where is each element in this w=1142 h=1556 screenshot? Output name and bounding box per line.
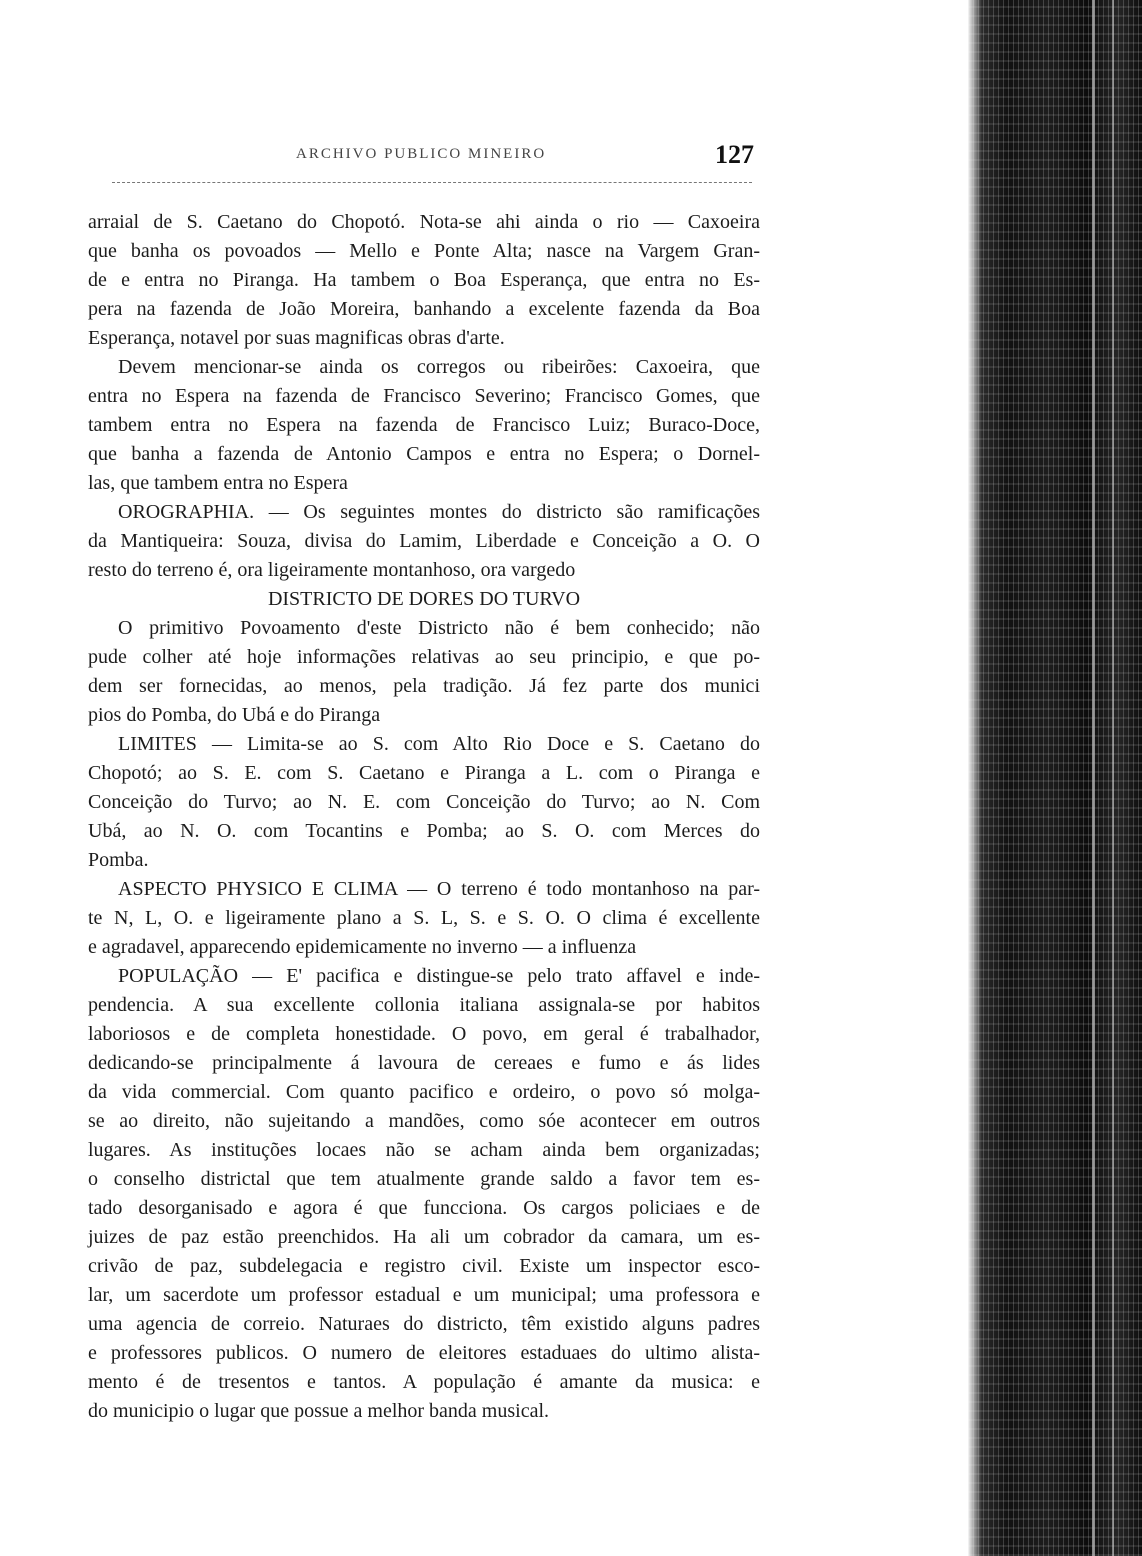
- page-number: 127: [715, 140, 754, 169]
- text-line: te N, L, O. e ligeiramente plano a S. L, S. e S. O. O clima é excellente: [88, 907, 760, 929]
- text-line: o conselho districtal que tem atualmente grande saldo a favor tem es-: [88, 1168, 760, 1190]
- section-heading-aspecto: ASPECTO PHYSICO E CLIMA — O terreno é todo montanhoso na par-: [118, 878, 760, 900]
- text-line: Conceição do Turvo; ao N. E. com Conceição do Turvo; ao N. Com: [88, 791, 760, 813]
- text-line: pera na fazenda de João Moreira, banhando a excelente fazenda da Boa: [88, 298, 760, 320]
- spine-highlight: [1092, 0, 1095, 1556]
- section-heading-populacao: POPULAÇÃO — E' pacifica e distingue-se pelo trato affavel e inde-: [118, 965, 760, 987]
- running-head: ARCHIVO PUBLICO MINEIRO: [296, 146, 547, 162]
- text-line: da vida commercial. Com quanto pacifico e ordeiro, o povo só molga-: [88, 1081, 760, 1103]
- body-text: [88, 208, 760, 1426]
- text-line: da Mantiqueira: Souza, divisa do Lamim, Liberdade e Conceição a O. O: [88, 530, 760, 552]
- text-line: dem ser fornecidas, ao menos, pela tradição. Já fez parte dos munici: [88, 675, 760, 697]
- text-line: uma agencia de correio. Naturaes do districto, têm existido alguns padres: [88, 1313, 760, 1335]
- text-line: que banha os povoados — Mello e Ponte Alta; nasce na Vargem Gran-: [88, 240, 760, 262]
- text-line: resto do terreno é, ora ligeiramente montanhoso, ora vargedo: [88, 559, 576, 581]
- text-line: de e entra no Piranga. Ha tambem o Boa Esperança, que entra no Es-: [88, 269, 760, 291]
- district-title: DISTRICTO DE DORES DO TURVO: [267, 588, 581, 610]
- text-line: que banha a fazenda de Antonio Campos e entra no Espera; o Dornel-: [88, 443, 760, 465]
- text-line: Esperança, notavel por suas magnificas obras d'arte.: [88, 327, 505, 349]
- text-line: do municipio o lugar que possue a melhor banda musical.: [88, 1400, 550, 1422]
- text-line: tambem entra no Espera na fazenda de Francisco Luiz; Buraco-Doce,: [88, 414, 760, 436]
- text-line: mento é de tresentos e tantos. A população é amante da musica: e: [88, 1371, 760, 1393]
- spine-highlight: [1112, 0, 1114, 1556]
- text-line: lar, um sacerdote um professor estadual e um municipal; uma professora e: [88, 1284, 760, 1306]
- text-line: O primitivo Povoamento d'este Districto não é bem conhecido; não: [118, 617, 760, 639]
- book-spine-edge: [968, 0, 1142, 1556]
- text-line: Devem mencionar-se ainda os corregos ou ribeirões: Caxoeira, que: [118, 356, 760, 378]
- text-line: Ubá, ao N. O. com Tocantins e Pomba; ao S. O. com Merces do: [88, 820, 760, 842]
- text-line: crivão de paz, subdelegacia e registro civil. Existe um inspector esco-: [88, 1255, 760, 1277]
- text-line: Chopotó; ao S. E. com S. Caetano e Piranga a L. com o Piranga e: [88, 762, 760, 784]
- text-line: entra no Espera na fazenda de Francisco Severino; Francisco Gomes, que: [88, 385, 760, 407]
- section-heading-limites: LIMITES — Limita-se ao S. com Alto Rio Doce e S. Caetano do: [118, 733, 760, 755]
- text-line: arraial de S. Caetano do Chopotó. Nota-se ahi ainda o rio — Caxoeira: [88, 211, 760, 233]
- text-line: lugares. As instituções locaes não se acham ainda bem organizadas;: [88, 1139, 760, 1161]
- text-line: tado desorganisado e agora é que funcciona. Os cargos policiaes e de: [88, 1197, 760, 1219]
- section-heading-orographia: OROGRAPHIA. — Os seguintes montes do districto são ramificações: [118, 501, 760, 523]
- header-rule: [112, 182, 752, 183]
- text-line: se ao direito, não sujeitando a mandões, como sóe acontecer em outros: [88, 1110, 760, 1132]
- text-line: las, que tambem entra no Espera: [88, 472, 348, 494]
- text-line: e professores publicos. O numero de eleitores estaduaes do ultimo alista-: [88, 1342, 760, 1364]
- text-line: dedicando-se principalmente á lavoura de cereaes e fumo e ás lides: [88, 1052, 760, 1074]
- text-line: pendencia. A sua excellente collonia italiana assignala-se por habitos: [88, 994, 760, 1016]
- text-line: laboriosos e de completa honestidade. O povo, em geral é trabalhador,: [88, 1023, 760, 1045]
- text-line: juizes de paz estão preenchidos. Ha ali um cobrador da camara, um es-: [88, 1226, 760, 1248]
- text-line: Pomba.: [88, 849, 149, 871]
- text-line: pude colher até hoje informações relativas ao seu principio, e que po-: [88, 646, 760, 668]
- text-line: pios do Pomba, do Ubá e do Piranga: [88, 704, 381, 726]
- text-line: e agradavel, apparecendo epidemicamente no inverno — a influenza: [88, 936, 637, 958]
